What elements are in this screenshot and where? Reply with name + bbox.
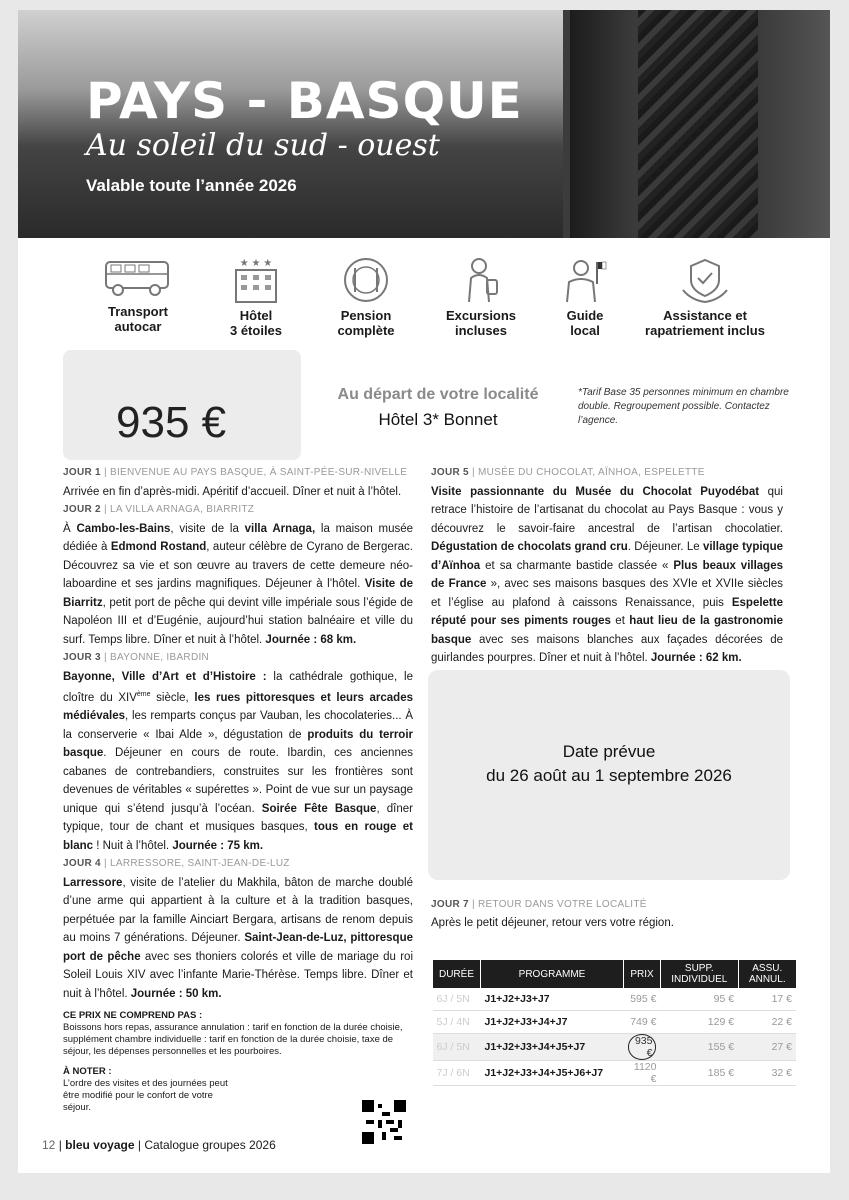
feature-label: Transport: [108, 304, 168, 319]
program-cell: J1+J2+J3+J4+J5+J7: [481, 1034, 624, 1061]
insurance-cell: 22 €: [738, 1011, 796, 1034]
program-cell: J1+J2+J3+J4+J7: [481, 1011, 624, 1034]
departure-info: [308, 386, 568, 430]
feature-excursions: [436, 256, 526, 338]
column-header: ASSU. ANNUL.: [738, 960, 796, 988]
page-number: 12: [42, 1138, 56, 1152]
tarif-note: *Tarif Base 35 personnes minimum en chambre double. Regroupement possible. Contactez l’agence.: [578, 387, 789, 426]
hotel-name: Hôtel 3* Bonnet: [378, 410, 498, 429]
feature-label: autocar: [114, 319, 162, 334]
table-row: [433, 1011, 797, 1034]
day-heading: JOUR 2 | LA VILLA ARNAGA, BIARRITZ: [63, 504, 255, 515]
page-footer: 12 | bleu voyage | Catalogue groupes 2026: [42, 1138, 276, 1152]
svg-text:★ ★ ★: ★ ★ ★: [239, 258, 273, 269]
day-heading: JOUR 5 | MUSÉE DU CHOCOLAT, AÏNHOA, ESPELETTE: [431, 467, 705, 478]
table-row-selected: [433, 1034, 797, 1061]
day-text: Visite passionnante du Musée du Chocolat Puyodébat qui retrace l’histoire de l’artisanat du chocolat au Pays Basque : vous y découvrez le savoir-faire ancestral de l’artisan chocolatier. Dégustation de chocolats grand cru. Déjeuner. Le village typique d’Aïnhoa et sa charmante bastide classée « Plus beaux villages de France », avec ses maisons basques des XVIe et XVIIe siècles et l’église au plafond à caissons Renaissance, puis Espelette réputé pour ses piments rouges et haut lieu de la gastronomie basque avec ses maisons blanches aux façades décorées de guirlandes pourpres. Dîner et nuit à l’hôtel. Journée : 62 km.: [431, 485, 784, 664]
day-text: Larressore, visite de l’atelier du Makhila, bâton de marche doublé d’une arme qui appartient à la culture et à la tradition basques, perpétuée par la famille Ainciart Bergara, artisans de renom depuis au moins 7 générations. Déjeuner. Saint-Jean-de-Luz, pittoresque port de pêche avec ses thoniers colorés et ville de mariage du roi Soleil Louis XIV avec l’infante Marie-Thérèse. Temps libre. Dîner et nuit à l’hôtel. Journée : 50 km.: [63, 876, 414, 1000]
bus-icon: [103, 256, 173, 300]
column-header: DURÉE: [433, 960, 481, 988]
planned-date: [428, 740, 790, 788]
column-header: SUPP. INDIVIDUEL: [660, 960, 738, 988]
column-header: PROGRAMME: [481, 960, 624, 988]
table-row: [433, 1061, 797, 1086]
circled-price: 935 €: [628, 1034, 657, 1060]
itinerary-left-column: [63, 464, 413, 1003]
notes-text: L’ordre des visites et des journées peut être modifié pour le confort de votre séjour.: [63, 1078, 228, 1113]
hero-banner: [18, 10, 830, 238]
day-heading: JOUR 3 | BAYONNE, IBARDIN: [63, 652, 210, 663]
table-row: [433, 988, 797, 1011]
price-cell: 1120 €: [624, 1061, 661, 1086]
supplement-cell: 185 €: [660, 1061, 738, 1086]
feature-label: incluses: [454, 323, 508, 338]
table-header-row: [433, 960, 797, 988]
features-row: [88, 256, 788, 346]
feature-label: local: [570, 323, 600, 338]
supplement-cell: 155 €: [660, 1034, 738, 1061]
feature-guide: [550, 256, 620, 338]
feature-label: rapatriement inclus: [645, 323, 765, 338]
duration-cell: 6J / 5N: [433, 1034, 481, 1061]
duration-cell: 5J / 4N: [433, 1011, 481, 1034]
date-label: Date prévue: [562, 742, 656, 761]
price-cell: 595 €: [624, 988, 661, 1011]
feature-label: Guide: [566, 308, 604, 323]
price-value: 935 €: [116, 398, 227, 447]
feature-label: Assistance et: [663, 308, 747, 323]
day-text: Arrivée en fin d’après-midi. Apéritif d’accueil. Dîner et nuit à l’hôtel.: [63, 485, 402, 498]
column-header: PRIX: [624, 960, 661, 988]
feature-hotel: [216, 256, 296, 338]
insurance-cell: 27 €: [738, 1034, 796, 1061]
insurance-cell: 32 €: [738, 1061, 796, 1086]
day-text: Après le petit déjeuner, retour vers votre région.: [431, 917, 674, 929]
page-subtitle: Au soleil du sud - ouest: [86, 128, 440, 163]
day-7: [431, 896, 791, 932]
qr-code-icon[interactable]: [362, 1100, 406, 1144]
day-text: À Cambo-les-Bains, visite de la villa Arnaga, la maison musée dédiée à Edmond Rostand, auteur célèbre de Cyrano de Bergerac. Découvrez sa vie et son œuvre au travers de cette demeure néo-laboardine et ses jardins magnifiques. Déjeuner à l’hôtel. Visite de Biarritz, petit port de pêche qui devint ville impériale sous l’égide de Napoléon III et d’Eugénie, aujourd’hui station balnéaire et ville du surf. Temps libre. Dîner et nuit à l’hôtel. Journée : 68 km.: [63, 522, 414, 646]
day-heading: JOUR 4 | LARRESSORE, SAINT-JEAN-DE-LUZ: [63, 858, 290, 870]
day-heading: JOUR 7 | RETOUR DANS VOTRE LOCALITÉ: [431, 899, 647, 910]
price-cell: 749 €: [624, 1011, 661, 1034]
supplement-cell: 95 €: [660, 988, 738, 1011]
feature-label: complète: [337, 323, 395, 338]
guide-icon: [561, 256, 609, 304]
feature-transport: [88, 256, 188, 334]
assistance-icon: [681, 256, 729, 304]
page-title: PAYS - BASQUE: [86, 72, 523, 130]
supplement-cell: 129 €: [660, 1011, 738, 1034]
date-range: du 26 août au 1 septembre 2026: [486, 766, 732, 785]
notes-heading: À NOTER :: [63, 1066, 112, 1077]
duration-cell: 6J / 5N: [433, 988, 481, 1011]
program-cell: J1+J2+J3+J4+J5+J6+J7: [481, 1061, 624, 1086]
insurance-cell: 17 €: [738, 988, 796, 1011]
feature-label: Excursions: [445, 308, 517, 323]
duration-cell: 7J / 6N: [433, 1061, 481, 1086]
feature-label: Hôtel: [239, 308, 273, 323]
catalogue-name: Catalogue groupes 2026: [144, 1138, 276, 1152]
feature-assistance: [630, 256, 780, 338]
hotel-icon: [228, 256, 284, 304]
feature-label: Pension: [340, 308, 392, 323]
green-wall-photo: [638, 10, 758, 238]
catalogue-page: [18, 10, 830, 1173]
day-text: Bayonne, Ville d’Art et d’Histoire : la cathédrale gothique, le cloître du XIVème siècle, les rues pittoresques et leurs arcades médiévales, les remparts conçus par Vauban, les chocolateries... À la conserverie « Ibai Alde », dégustation de produits du terroir basque. Déjeuner en cours de route. Ibardin, ces anciennes cabanes de contrebandiers, construites sur les frontières sont devenues de véritables « supérettes ». Point de vue sur un paysage unique qui s’étend jusqu’à l’océan. Soirée Fête Basque, dîner typique, tour de chant et musiques basques, tous en rouge et blanc ! Nuit à l’hôtel. Journée : 75 km.: [63, 670, 413, 852]
price-table: [432, 960, 796, 1086]
validity-text: Valable toute l’année 2026: [86, 176, 297, 195]
itinerary-right-column: [431, 464, 783, 668]
notes-heading: CE PRIX NE COMPREND PAS :: [63, 1010, 203, 1021]
program-cell: J1+J2+J3+J7: [481, 988, 624, 1011]
notes-text: Boissons hors repas, assurance annulation : tarif en fonction de la durée choisie, supplément chambre individuelle : tarif en fonction de la durée choisie, taxe de séjour, les dépenses personnelles et les pourboires.: [63, 1022, 403, 1057]
departure-title: Au départ de votre localité: [337, 386, 539, 403]
notes-section: [63, 1010, 403, 1114]
day-heading: JOUR 1 | BIENVENUE AU PAYS BASQUE, À SAINT-PÉE-SUR-NIVELLE: [63, 467, 408, 478]
feature-pension: [326, 256, 406, 338]
feature-label: 3 étoiles: [229, 323, 283, 338]
dining-icon: [341, 256, 391, 304]
hiker-icon: [459, 256, 503, 304]
brand-name: bleu voyage: [65, 1138, 135, 1152]
